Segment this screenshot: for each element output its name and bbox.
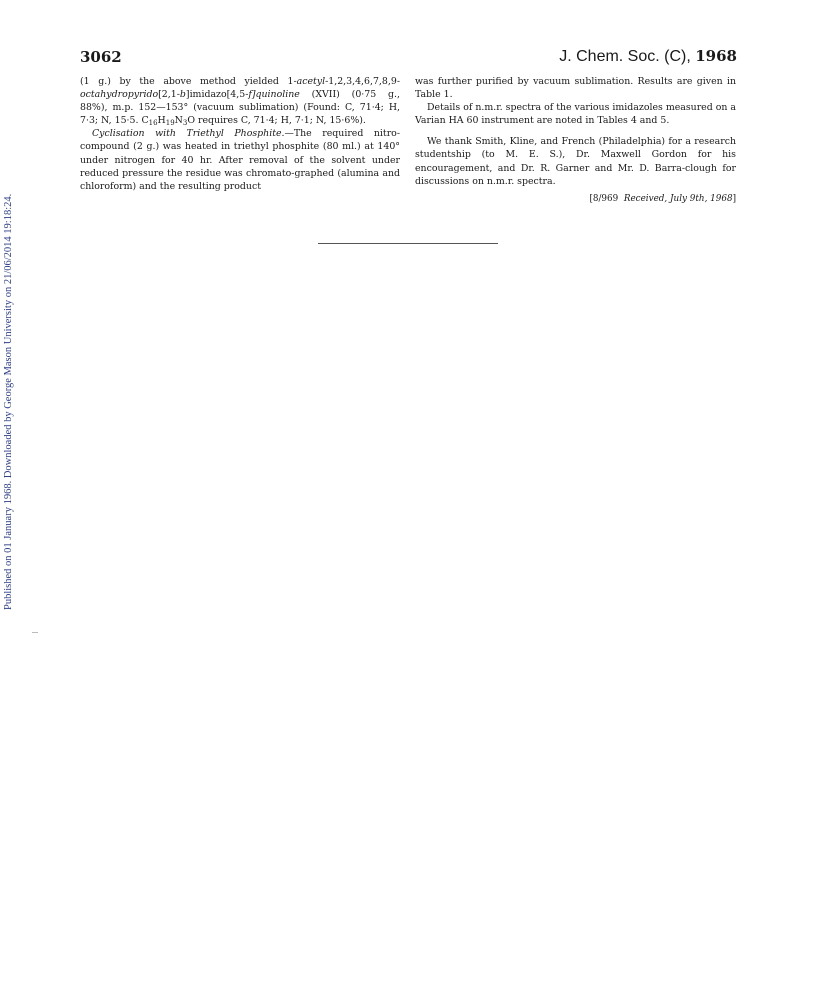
journal-header [559,47,737,66]
journal-year: 1968 [695,47,737,65]
end-rule [318,243,498,244]
margin-mark [32,632,38,633]
purification-paragraph: was further purified by vacuum sublimation. Results are given in Table 1. [415,76,736,101]
experimental-paragraph: (1 g.) by the above method yielded 1-acetyl-1,2,3,4,6,7,8,9-octahydropyrido[2,1-b]imidazo[4,5-f]quinoline (XVII) (0·75 g., 88%), m.p. 152—153° (vacuum sublimation) (Found: C, 71·4; H, 7·3; N, 15·5. $C_{16}H_{19}N_3O$ requires C, 71·4; H, 7·1; N, 15·6%). [80,76,400,128]
journal-name: J. Chem. Soc. (C), [559,48,691,65]
cyclisation-paragraph: Cyclisation with Triethyl Phosphite.—The required nitro-compound (2 g.) was heated in triethyl phosphite (80 ml.) at 140° under nitrogen for 40 hr. After removal of the solvent under reduced pressure the residue was chromato-graphed (alumina and chloroform) and the resulting product [80,128,400,192]
left-column [80,75,400,193]
received-date: [8/969 Received, July 9th, 1968] [589,193,736,204]
acknowledgements-paragraph: We thank Smith, Kline, and French (Philadelphia) for a research studentship (to M. E. S.), Dr. Maxwell Gordon for his encouragement, and Dr. R. Garner and Mr. D. Barra-clough for discussions on n.m.r. spectra. [415,136,736,187]
section-heading: Cyclisation with Triethyl Phosphite [92,128,282,140]
right-column [415,75,736,206]
nmr-paragraph: Details of n.m.r. spectra of the various imidazoles measured on a Varian HA 60 instrument are noted in Tables 4 and 5. [415,102,736,127]
download-watermark: Published on 01 January 1968. Downloaded by George Mason University on 21/06/2014 19:18:24. [3,193,14,610]
page-number: 3062 [80,48,122,66]
